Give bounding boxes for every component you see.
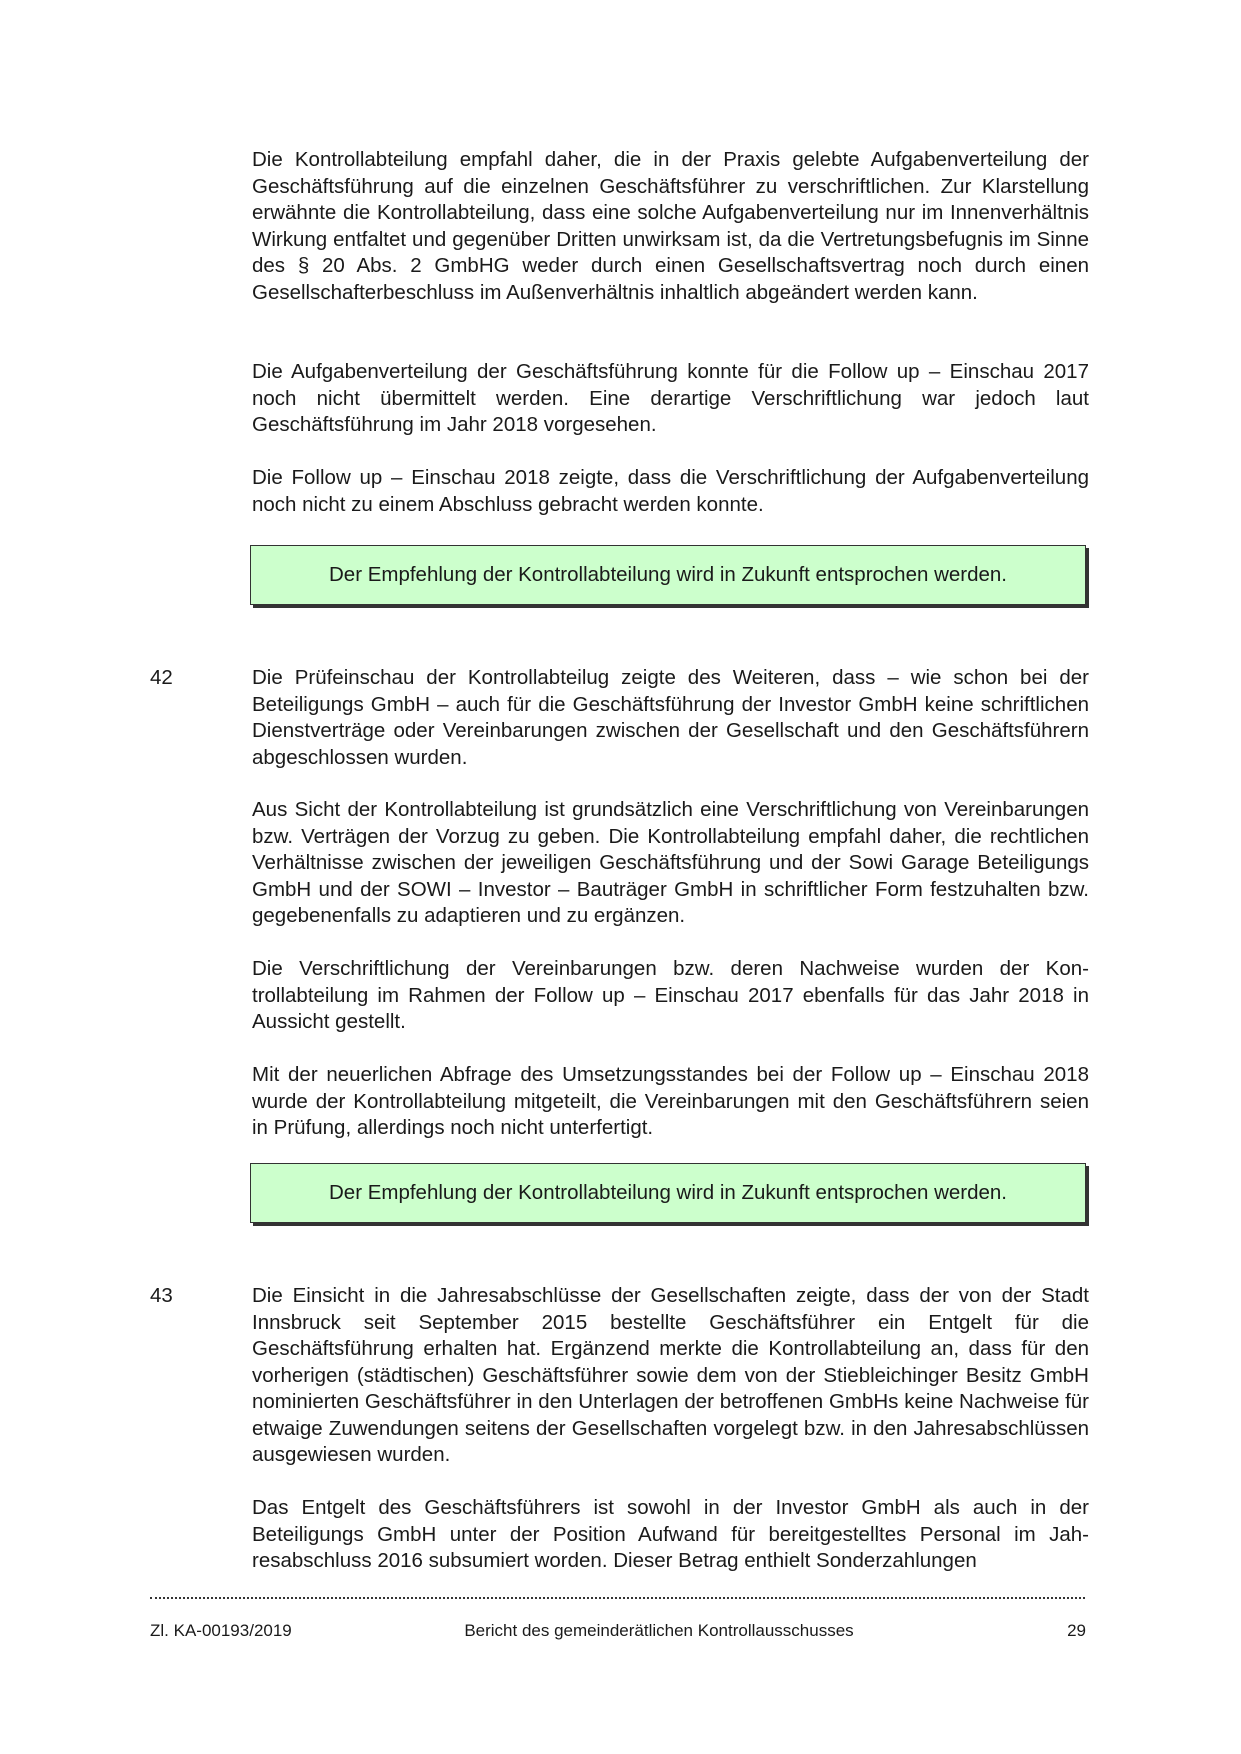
paragraph-follow-up-2018: Die Follow up – Einschau 2018 zeigte, dass die Verschriftlichung der Aufgabenverteilung noch nicht zu einem Abschluss gebracht werden konnte. [252, 466, 1089, 516]
paragraph-section-42-follow-up-2018: Mit der neuerlichen Abfrage des Umsetzungsstandes bei der Follow up – Einschau 2018 wurde der Kontrollabteilung mitgeteilt, die Vereinbarungen mit den Geschäftsführern seien in Prüfung, allerdings noch nicht unterfertigt. [252, 1063, 1089, 1139]
section-number-42: 42 [150, 666, 173, 689]
paragraph-recommendation-task-distribution: Die Kontrollabteilung empfahl daher, die in der Praxis gelebte Aufgabenverteilung der Geschäftsführung auf die einzelnen Geschäftsführer zu verschriftlichen. Zur Klarstellung erwähnte die Kontrollabteilung, dass eine solche Aufgabenverteilung nur im Innenverhältnis Wirkung entfaltet und gegenüber Dritten unwirksam ist, da die Vertretungsbefugnis im Sinne des § 20 Abs. 2 GmbHG weder durch einen Gesellschaftsvertrag noch durch einen Gesellschafterbeschluss im Außenverhältnis inhaltlich abgeändert werden kann. [252, 148, 1089, 304]
paragraph-section-42-follow-up-2017: Die Verschriftlichung der Vereinbarungen bzw. deren Nachweise wurden der Kontrollabteilung im Rahmen der Follow up – Einschau 2017 ebenfalls für das Jahr 2018 in Aussicht gestellt. [252, 957, 1089, 1033]
paragraph-section-43-remuneration: Das Entgelt des Geschäftsführers ist sowohl in der Investor GmbH als auch in der Beteiligungs GmbH unter der Position Aufwand für bereitgestelltes Personal im Jahresabschluss 2016 subsumiert worden. Dieser Betrag enthielt Sonderzahlungen [252, 1496, 1089, 1572]
page-number: 29 [1067, 1621, 1086, 1640]
paragraph-section-42-findings: Die Prüfeinschau der Kontrollabteilug zeigte des Weiteren, dass – wie schon bei der Beteiligungs GmbH – auch für die Geschäftsführung der Investor GmbH keine schriftlichen Dienstverträge oder Vereinbarungen zwischen der Gesellschaft und den Geschäftsführern abgeschlossen wurden. [252, 666, 1089, 769]
paragraph-section-43-findings: Die Einsicht in die Jahresabschlüsse der Gesellschaften zeigte, dass der von der Stadt Innsbruck seit September 2015 bestellte Geschäftsführer ein Entgelt für die Geschäftsführung erhalten hat. Ergänzend merkte die Kontrollabteilung an, dass für den vorherigen (städtischen) Geschäftsführer sowie dem von der Stiebleichinger Besitz GmbH nominierten Geschäftsführer in den Unterlagen der betroffenen GmbHs keine Nachweise für etwaige Zuwendungen seitens der Gesellschaften vorgelegt bzw. in den Jahresabschlüssen ausgewiesen wurden. [252, 1284, 1089, 1466]
recommendation-status-box: Der Empfehlung der Kontrollabteilung wird in Zukunft entsprochen werden. [250, 545, 1086, 605]
recommendation-status-box: Der Empfehlung der Kontrollabteilung wird in Zukunft entsprochen werden. [250, 1163, 1086, 1223]
footer-title: Bericht des gemeinderätlichen Kontrollausschusses [464, 1621, 854, 1640]
paragraph-section-42-recommendation: Aus Sicht der Kontrollabteilung ist grundsätzlich eine Verschriftlichung von Vereinbarungen bzw. Verträgen der Vorzug zu geben. Die Kontrollabteilung empfahl daher, die rechtlichen Verhältnisse zwischen der jeweiligen Geschäftsführung und der Sowi Garage Beteiligungs GmbH und der SOWI – Investor – Bauträger GmbH in schriftlicher Form festzuhalten bzw. gegebenenfalls zu adaptieren und zu ergänzen. [252, 798, 1089, 927]
footer-divider [150, 1597, 1085, 1599]
paragraph-follow-up-2017: Die Aufgabenverteilung der Geschäftsführung konnte für die Follow up – Einschau 2017 noch nicht übermittelt werden. Eine derartige Verschriftlichung war jedoch laut Geschäftsführung im Jahr 2018 vorgesehen. [252, 360, 1089, 436]
footer-reference: Zl. KA-00193/2019 [150, 1621, 292, 1640]
section-number-43: 43 [150, 1284, 173, 1307]
